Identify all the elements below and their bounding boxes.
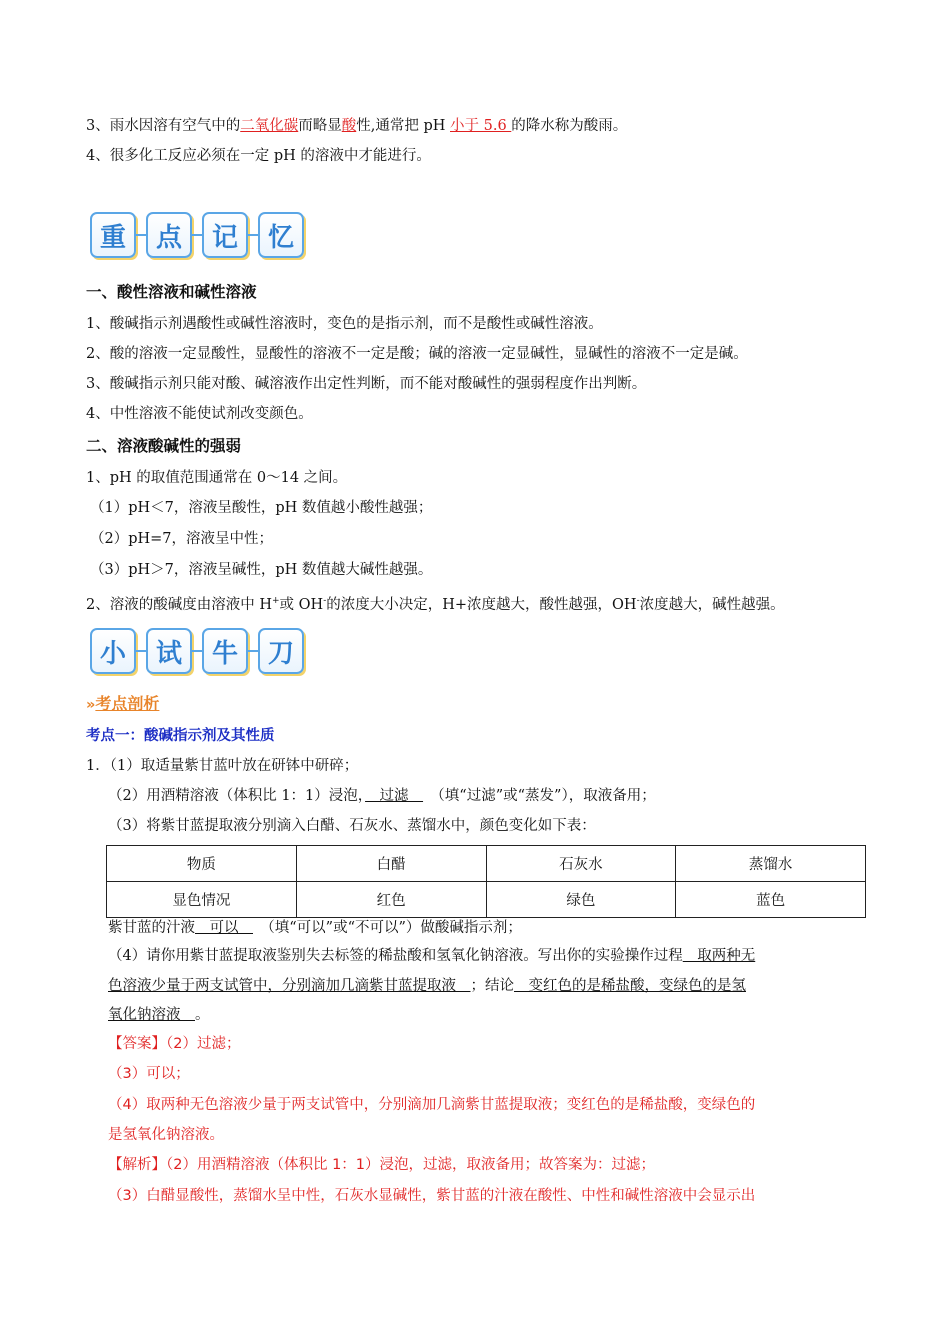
- question-line-3: （3）将紫甘蓝提取液分别滴入白醋、石灰水、蒸馏水中，颜色变化如下表：: [108, 818, 596, 834]
- question-line-2: （2）用酒精溶液（体积比 1：1）浸泡， 过滤 （填“过滤”或“蒸发”），取液备用；: [108, 788, 656, 804]
- point-title: 考点一：酸碱指示剂及其性质: [86, 728, 275, 744]
- badge-key-points: [90, 212, 304, 258]
- table-cell: 显色情况: [107, 882, 297, 918]
- top-line-4: 4、很多化工反应必须在一定 pH 的溶液中才能进行。: [86, 148, 431, 164]
- badge-tile: 记: [202, 212, 248, 258]
- badge-tile: 牛: [202, 628, 248, 674]
- blank-can: 可以: [195, 920, 253, 936]
- answer-line-4: 是氢氧化钠溶液。: [108, 1127, 224, 1143]
- blank-acid: 酸: [341, 118, 357, 134]
- badge-practice: [90, 628, 304, 674]
- section2-item2: 2、溶液的酸碱度由溶液中 H+或 OH-的浓度大小决定，H+浓度越大，酸性越强，OH-浓度越大，碱性越强。: [86, 596, 785, 613]
- section2-title: 二、溶液酸碱性的强弱: [86, 437, 242, 455]
- table-cell: 蓝色: [676, 882, 866, 918]
- question-line-4: （4）请你用紫甘蓝提取液鉴别失去标签的稀盐酸和氢氧化钠溶液。写出你的实验操作过程 取两种无: [108, 948, 756, 964]
- observation-table: [106, 845, 866, 918]
- question-line-after-table: 紫甘蓝的汁液 可以 （填“可以”或“不可以”）做酸碱指示剂；: [108, 920, 522, 936]
- badge-tile: 刀: [258, 628, 304, 674]
- table-cell: 绿色: [486, 882, 676, 918]
- table-cell: 白醋: [296, 846, 486, 882]
- table-cell: 蒸馏水: [676, 846, 866, 882]
- section2-sub3: （3）pH＞7，溶液呈碱性，pH 数值越大碱性越强。: [90, 562, 433, 578]
- question-line-5: 色溶液少量于两支试管中，分别滴加几滴紫甘蓝提取液 ；结论 变红色的是稀盐酸，变绿色的是氢: [108, 978, 746, 994]
- analysis-heading: »考点剖析: [86, 694, 160, 713]
- badge-tile: 小: [90, 628, 136, 674]
- section1-item: 4、中性溶液不能使试剂改变颜色。: [86, 406, 313, 422]
- answer-line-3: （4）取两种无色溶液少量于两支试管中，分别滴加几滴紫甘蓝提取液；变红色的是稀盐酸，变绿色的: [108, 1097, 756, 1113]
- table-cell: 物质: [107, 846, 297, 882]
- table-cell: 石灰水: [486, 846, 676, 882]
- section1-item: 1、酸碱指示剂遇酸性或碱性溶液时，变色的是指示剂，而不是酸性或碱性溶液。: [86, 316, 603, 332]
- table-row: [107, 882, 866, 918]
- blank-co2: 二氧化碳: [240, 118, 299, 134]
- explanation-line-2: （3）白醋显酸性，蒸馏水呈中性，石灰水显碱性，紫甘蓝的汁液在酸性、中性和碱性溶液中会显示出: [108, 1188, 756, 1204]
- table-cell: 红色: [296, 882, 486, 918]
- badge-tile: 点: [146, 212, 192, 258]
- answer-line-1: 【答案】（2）过滤；: [108, 1036, 241, 1052]
- badge-tile: 重: [90, 212, 136, 258]
- top-line-3: 3、雨水因溶有空气中的二氧化碳而略显酸性,通常把 pH 小于 5.6 的降水称为酸雨。: [86, 118, 628, 134]
- section2-sub1: （1）pH＜7，溶液呈酸性，pH 数值越小酸性越强；: [90, 500, 433, 516]
- section1-item: 3、酸碱指示剂只能对酸、碱溶液作出定性判断，而不能对酸碱性的强弱程度作出判断。: [86, 376, 647, 392]
- badge-tile: 试: [146, 628, 192, 674]
- section2-sub2: （2）pH=7，溶液呈中性；: [90, 531, 274, 547]
- section1-title: 一、酸性溶液和碱性溶液: [86, 283, 257, 301]
- table-row: [107, 846, 866, 882]
- double-chevron-icon: »: [86, 697, 96, 713]
- section1-item: 2、酸的溶液一定显酸性，显酸性的溶液不一定是酸；碱的溶液一定显碱性，显碱性的溶液不一定是碱。: [86, 346, 748, 362]
- question-line-6: 氧化钠溶液 。: [108, 1007, 210, 1023]
- badge-tile: 忆: [258, 212, 304, 258]
- question-line-1: 1．（1）取适量紫甘蓝叶放在研钵中研碎；: [86, 758, 359, 774]
- answer-line-2: （3）可以；: [108, 1066, 190, 1082]
- explanation-line-1: 【解析】（2）用酒精溶液（体积比 1：1）浸泡，过滤，取液备用；故答案为：过滤；: [108, 1157, 656, 1173]
- section2-item1: 1、pH 的取值范围通常在 0～14 之间。: [86, 470, 348, 486]
- blank-ph: 小于 5.6: [450, 118, 512, 134]
- blank-filter: 过滤: [365, 788, 424, 804]
